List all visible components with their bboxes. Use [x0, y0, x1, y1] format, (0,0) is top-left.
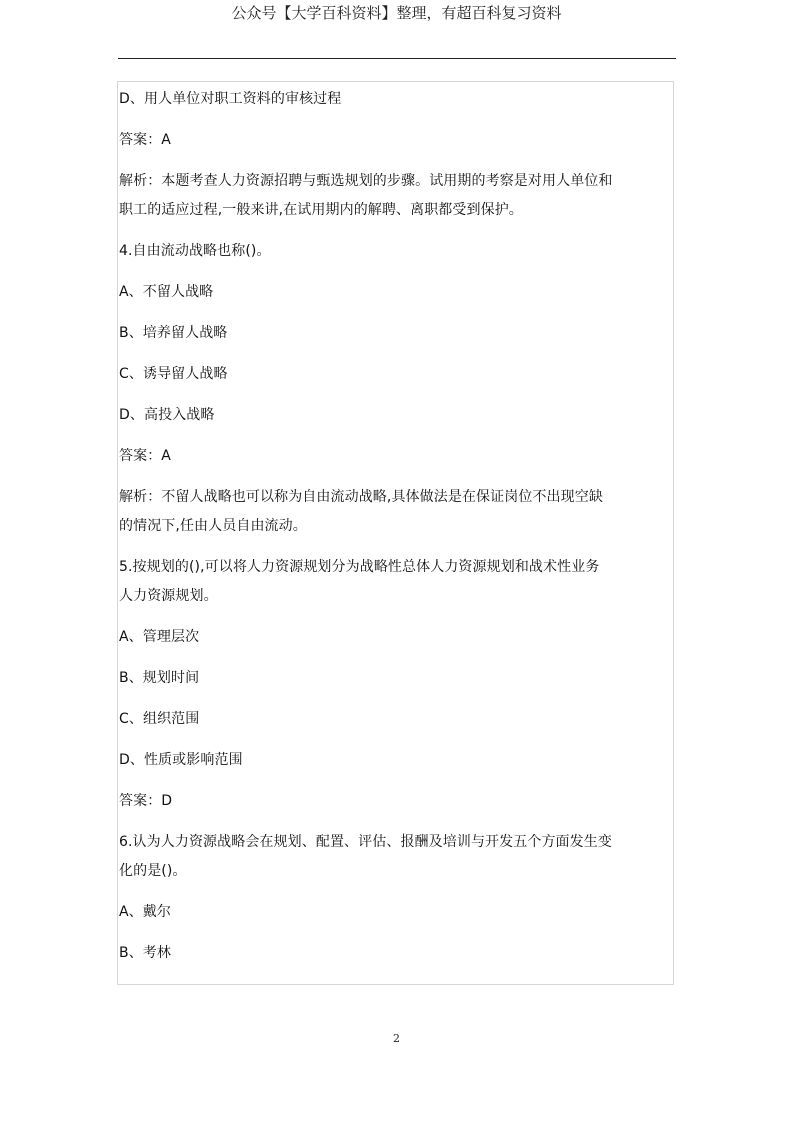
paragraph: [119, 278, 675, 307]
paragraph: [119, 664, 675, 693]
text-line: A、管理层次: [119, 629, 200, 645]
text-line: C、诱导留人战略: [119, 366, 228, 382]
text-line: 的情况下,任由人员自由流动。: [119, 518, 307, 534]
paragraph: [119, 939, 675, 968]
paragraph: [119, 553, 675, 611]
text-line: A、戴尔: [119, 904, 171, 920]
text-line: 答案：D: [119, 793, 173, 809]
paragraph: [119, 705, 675, 734]
text-line: 人力资源规划。: [119, 588, 218, 604]
text-line: 解析：本题考查人力资源招聘与甄选规划的步骤。试用期的考察是对用人单位和: [119, 173, 613, 189]
text-line: 职工的适应过程,一般来讲,在试用期内的解聘、离职都受到保护。: [119, 202, 523, 218]
paragraph: [119, 360, 675, 389]
document-body: [119, 85, 675, 968]
text-line: 解析：不留人战略也可以称为自由流动战略,具体做法是在保证岗位不出现空缺: [119, 489, 603, 505]
paragraph: [119, 442, 675, 471]
text-line: D、用人单位对职工资料的审核过程: [119, 91, 342, 107]
paragraph: [119, 319, 675, 348]
text-line: B、考林: [119, 945, 172, 961]
paragraph: [119, 167, 675, 225]
text-line: 4.自由流动战略也称()。: [119, 243, 271, 259]
text-line: B、培养留人战略: [119, 325, 228, 341]
text-line: 答案：A: [119, 448, 171, 464]
text-line: D、高投入战略: [119, 407, 215, 423]
text-line: 化的是()。: [119, 863, 187, 879]
text-line: 6.认为人力资源战略会在规划、配置、评估、报酬及培训与开发五个方面发生变: [119, 834, 612, 850]
paragraph: [119, 85, 675, 114]
paragraph: [119, 237, 675, 266]
paragraph: [119, 401, 675, 430]
paragraph: [119, 828, 675, 886]
paragraph: [119, 787, 675, 816]
paragraph: [119, 126, 675, 155]
text-line: A、不留人战略: [119, 284, 214, 300]
paragraph: [119, 623, 675, 652]
header-divider: [118, 58, 676, 59]
page-number: 2: [393, 1032, 400, 1045]
text-line: 答案：A: [119, 132, 171, 148]
page-header: 公众号【大学百科资料】整理，有超百科复习资料: [231, 4, 562, 22]
text-line: 5.按规划的(),可以将人力资源规划分为战略性总体人力资源规划和战术性业务: [119, 559, 600, 575]
text-line: B、规划时间: [119, 670, 200, 686]
text-line: C、组织范围: [119, 711, 200, 727]
paragraph: [119, 746, 675, 775]
paragraph: [119, 898, 675, 927]
paragraph: [119, 483, 675, 541]
text-line: D、性质或影响范围: [119, 752, 243, 768]
